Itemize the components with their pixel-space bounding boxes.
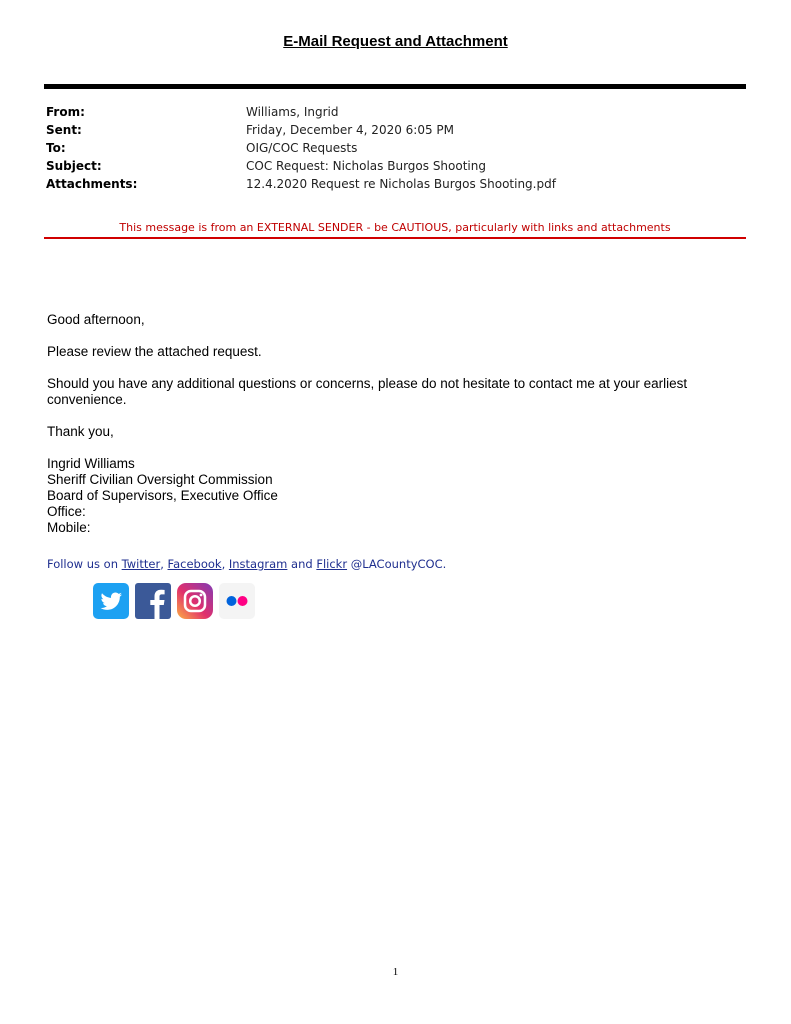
instagram-icon[interactable] <box>177 583 213 619</box>
follow-us-line <box>47 557 446 571</box>
social-icons <box>93 583 255 619</box>
social-handle: @LACountyCOC. <box>347 557 447 571</box>
flickr-link[interactable]: Flickr <box>316 557 348 571</box>
header-sent <box>46 121 746 139</box>
header-label: To: <box>46 141 66 155</box>
sender-value: Williams, Ingrid <box>246 105 339 119</box>
twitter-icon[interactable] <box>93 583 129 619</box>
signature-office-phone: Office: <box>47 504 86 519</box>
document-title: E-Mail Request and Attachment <box>283 33 508 50</box>
follow-prefix: Follow us on <box>47 557 122 571</box>
instagram-link[interactable]: Instagram <box>228 557 288 571</box>
separator: and <box>287 557 317 571</box>
warning-divider <box>44 237 746 239</box>
email-headers <box>46 103 746 193</box>
header-from <box>46 103 746 121</box>
header-attachments <box>46 175 746 193</box>
signature-org: Sheriff Civilian Oversight Commission <box>47 472 273 487</box>
body-paragraph: Please review the attached request. <box>47 344 262 359</box>
separator: , <box>221 557 229 571</box>
header-divider <box>44 84 746 89</box>
separator: , <box>160 557 168 571</box>
attachment-value[interactable]: 12.4.2020 Request re Nicholas Burgos Shooting.pdf <box>246 177 556 191</box>
header-to <box>46 139 746 157</box>
twitter-link[interactable]: Twitter <box>121 557 161 571</box>
flickr-icon[interactable] <box>219 583 255 619</box>
body-paragraph: Should you have any additional questions or concerns, please do not hesitate to contact me at your earliest convenience. <box>47 376 688 407</box>
header-label: Attachments: <box>46 177 138 191</box>
facebook-link[interactable]: Facebook <box>167 557 222 571</box>
header-label: From: <box>46 105 85 119</box>
signature-name: Ingrid Williams <box>47 456 135 471</box>
email-body <box>47 312 747 536</box>
signature-office: Board of Supervisors, Executive Office <box>47 488 278 503</box>
recipient-value: OIG/COC Requests <box>246 141 358 155</box>
signature-mobile-phone: Mobile: <box>47 520 91 535</box>
subject-value: COC Request: Nicholas Burgos Shooting <box>246 159 486 173</box>
greeting: Good afternoon, <box>47 312 145 327</box>
facebook-icon[interactable] <box>135 583 171 619</box>
header-label: Sent: <box>46 123 82 137</box>
page-number: 1 <box>392 966 399 978</box>
closing: Thank you, <box>47 424 114 439</box>
external-sender-warning: This message is from an EXTERNAL SENDER - be CAUTIOUS, particularly with links and attachments <box>119 221 671 234</box>
header-subject <box>46 157 746 175</box>
sent-value: Friday, December 4, 2020 6:05 PM <box>246 123 455 137</box>
header-label: Subject: <box>46 159 102 173</box>
